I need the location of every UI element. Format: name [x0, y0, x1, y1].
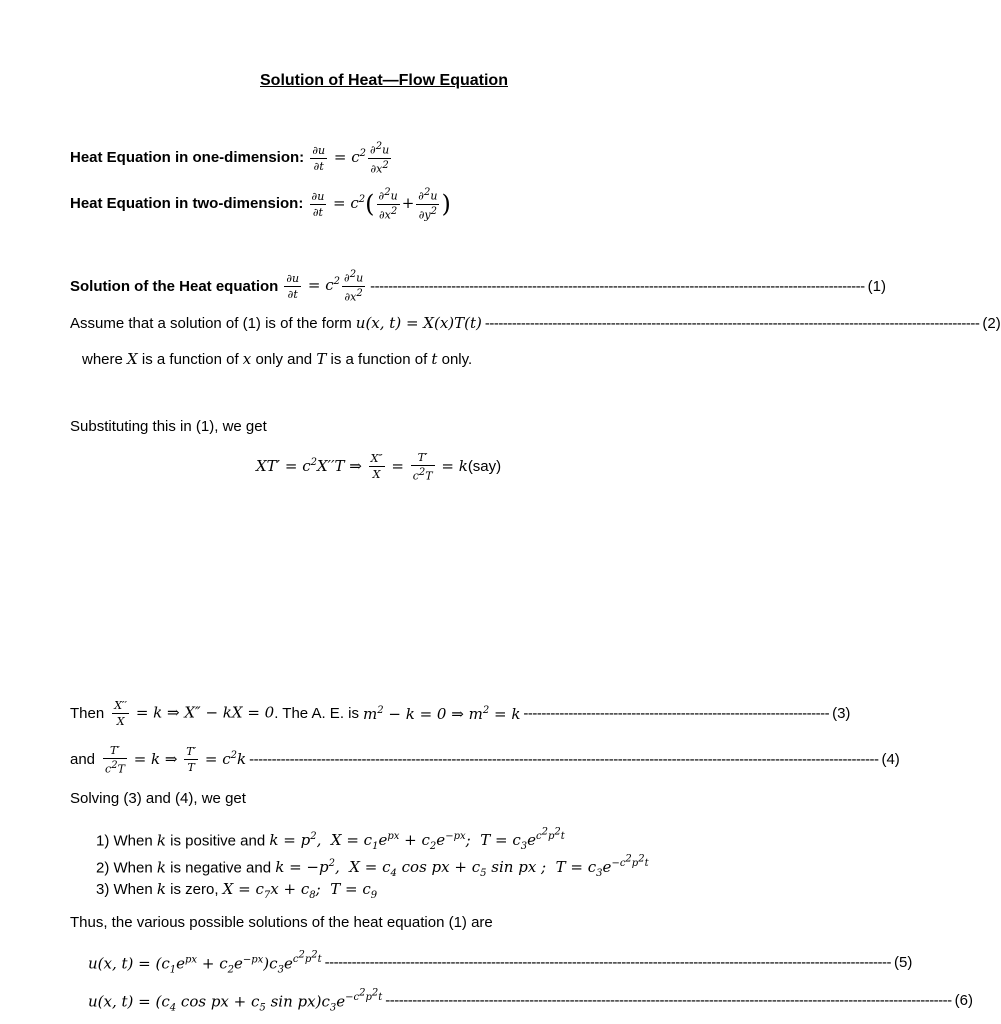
equation-number-2: (2) — [982, 314, 1001, 332]
say-text: (say) — [467, 457, 502, 475]
case-3-when: When — [113, 881, 153, 898]
case-1: 1) When k is positive and $k = p^2$, $X = c_1e^{px} + c_2e^{-px}$; $T = c_3e^{c^2p^2t}$ — [96, 827, 565, 853]
heat-2d-equation: $\frac{\partial u}{\partial t}$ = $c^2$( $\frac{\partial^2u}{\partial x^2}$ + $\frac{\partial^2u}{\partial y^2}$ ) — [311, 187, 451, 222]
dash-leader: -------------------------------------------------------------------- — [523, 705, 830, 722]
equation-number-3: (3) — [832, 705, 851, 722]
heat-2d-line — [70, 188, 451, 220]
dash-leader: ------------------------------------------------------------------------------------------------------------------------------ — [385, 992, 952, 1010]
where-text: where — [82, 351, 123, 368]
heat-1d-equation: $\frac{\partial u}{\partial t}$ = $c^2$ $\frac{\partial^2u}{\partial x^2}$ — [312, 141, 390, 176]
heat-1d-line — [70, 142, 393, 174]
page-title: Solution of Heat—Flow Equation — [260, 72, 508, 89]
and-line: and $\frac{T'}{c^2T}$ = k ⇒ $\frac{T'}{T}$ = $c^2k$ -------------------------------------------------------------------------------------------------------------------------------------------- (4) — [70, 744, 900, 776]
solution-label: Solution of the Heat equation — [70, 277, 279, 295]
thus-text: Thus, the various possible solutions of the heat equation (1) are — [70, 914, 493, 931]
solution-6-line — [88, 988, 974, 1014]
heat-2d-label: Heat Equation in two-dimension: — [70, 195, 304, 213]
case-2: 2) When k is negative and $k = -p^2$, $X = c_4$ cos px + $c_5$ sin px ; $T = c_3e^{-c^2p^2t}$ — [96, 854, 649, 880]
solving-text: Solving (3) and (4), we get — [70, 790, 246, 807]
where-line: where X is a function of x only and T is a function of t only. — [82, 350, 473, 368]
solution-5-line — [88, 950, 913, 976]
dash-leader: -------------------------------------------------------------------------------------------------------------------------------------------- — [249, 751, 879, 769]
dash-leader: ------------------------------------------------------------------------------------------------------------------------------ — [324, 954, 892, 972]
case-2-when: When — [113, 859, 153, 877]
assume-text: Assume that a solution of (1) is of the form — [70, 314, 352, 332]
solution-5-equation: u(x, $t) = (c_1e^{px} + c_2e^{-px})c_3e^{c^2p^2t}$ — [88, 950, 322, 976]
dash-leader: -------------------------------------------------------------------------------------------------------------- — [484, 314, 980, 332]
equation-number-1: (1) — [867, 277, 886, 295]
case-3-number: 3) — [96, 881, 110, 898]
case-3-condition: is zero, — [170, 881, 219, 898]
dash-leader: -------------------------------------------------------------------------------------------------------------- — [370, 277, 865, 295]
where-end: only. — [441, 351, 473, 368]
substitution-equation: $XT' = c^2X''T$ ⇒ $\frac{X''}{X}$ = $\frac{T'}{c^2T}$ = k(say) — [256, 451, 502, 483]
substituting-text: Substituting this in (1), we get — [70, 418, 267, 435]
where-mid: is a function of — [141, 351, 239, 368]
case-3: 3) When k is zero, $X = c_7x + c_8$; $T = c_9$ — [96, 880, 378, 901]
where-mid-2: is a function of — [330, 351, 428, 368]
and-text: and — [70, 751, 96, 769]
solution-equation: $\frac{\partial u}{\partial t}$ = $c^2$ $\frac{\partial^2u}{\partial x^2}$ — [286, 269, 364, 304]
assume-line — [70, 314, 1001, 332]
heat-1d-label: Heat Equation in one-dimension: — [70, 149, 305, 167]
solution-line — [70, 269, 886, 304]
assume-equation: u(x, t) = X(x)T(t) — [355, 314, 482, 332]
equation-number-6: (6) — [954, 992, 974, 1010]
case-2-number: 2) — [96, 859, 110, 877]
then-line: Then $\frac{X''}{X}$ = k ⇒ X″ − kX = 0 . The A. E. is $m^2 - k = 0$ ⇒ $m^2 = k$ -------------------------------------------------------------------- (3) — [70, 699, 851, 728]
equation-number-5: (5) — [894, 954, 913, 972]
then-text: Then — [70, 705, 105, 722]
solution-6-equation: u(x, $t) = (c_4$ cos px + $c_5$ $\sin px)c_3e^{-c^2p^2t}$ — [88, 988, 383, 1014]
ae-text: . The A. E. is — [274, 705, 359, 722]
where-and: only and — [255, 351, 313, 368]
equation-number-4: (4) — [881, 751, 900, 769]
case-1-number: 1) — [96, 832, 110, 850]
case-1-condition: is positive and — [170, 832, 266, 850]
case-1-when: When — [113, 832, 153, 850]
case-2-condition: is negative and — [170, 859, 272, 877]
